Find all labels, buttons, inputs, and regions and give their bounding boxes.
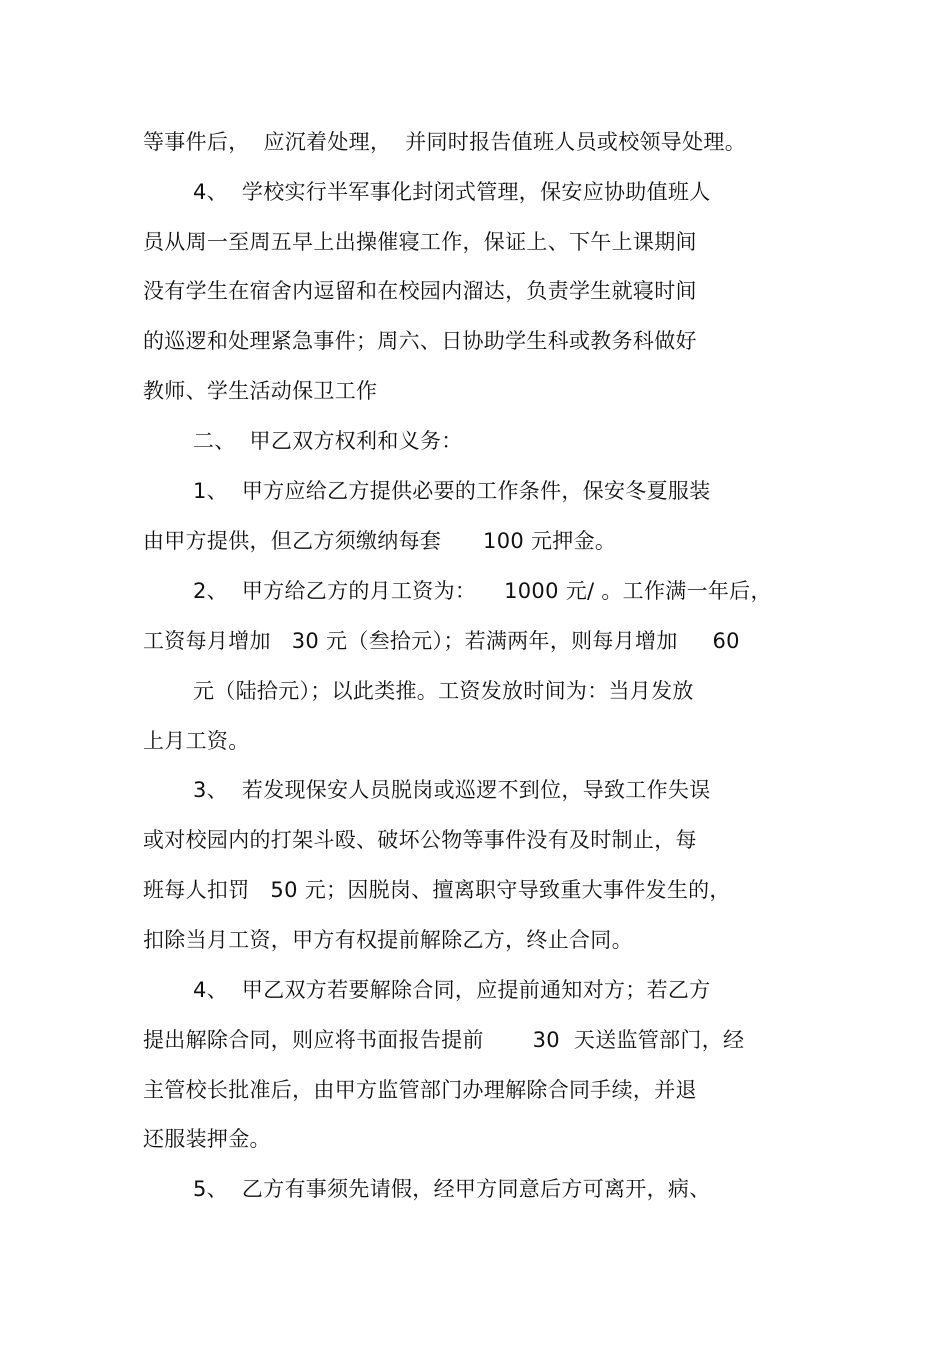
text-line: 4、 甲乙双方若要解除合同，应提前通知对方；若乙方 bbox=[193, 978, 711, 1002]
text-line: 上月工资。 bbox=[143, 729, 250, 753]
text-line: 员从周一至周五早上出操催寝工作，保证上、下午上课期间 bbox=[143, 230, 697, 254]
text-line: 或对校园内的打架斗殴、破坏公物等事件没有及时制止，每 bbox=[143, 828, 697, 852]
text-line: 4、 学校实行半军事化封闭式管理，保安应协助值班人 bbox=[193, 180, 711, 204]
text-line: 等事件后， 应沉着处理， 并同时报告值班人员或校领导处理。 bbox=[143, 130, 746, 154]
text-line: 由甲方提供，但乙方须缴纳每套 100 元押金。 bbox=[143, 529, 617, 553]
text-line: 工资每月增加 30 元（叁拾元）；若满两年，则每月增加 60 bbox=[143, 629, 740, 653]
text-line: 提出解除合同，则应将书面报告提前 30 天送监管部门，经 bbox=[143, 1028, 745, 1052]
text-line: 主管校长批准后，由甲方监管部门办理解除合同手续，并退 bbox=[143, 1078, 697, 1102]
text-line: 班每人扣罚 50 元；因脱岗、擅离职守导致重大事件发生的， bbox=[143, 878, 731, 902]
text-line: 2、 甲方给乙方的月工资为： 1000 元/ 。工作满一年后， bbox=[193, 579, 772, 603]
text-line: 5、 乙方有事须先请假，经甲方同意后方可离开，病、 bbox=[193, 1177, 711, 1201]
text-line: 扣除当月工资，甲方有权提前解除乙方，终止合同。 bbox=[143, 928, 633, 952]
text-line: 没有学生在宿舍内逗留和在校园内溜达，负责学生就寝时间 bbox=[143, 279, 697, 303]
text-line: 3、 若发现保安人员脱岗或巡逻不到位，导致工作失误 bbox=[193, 778, 711, 802]
text-line: 元（陆拾元）；以此类推。工资发放时间为：当月发放 bbox=[193, 679, 694, 703]
text-line: 还服装押金。 bbox=[143, 1127, 271, 1151]
text-line: 教师、学生活动保卫工作 bbox=[143, 379, 378, 403]
text-line: 的巡逻和处理紧急事件；周六、日协助学生科或教务科做好 bbox=[143, 329, 697, 353]
text-line: 1、 甲方应给乙方提供必要的工作条件，保安冬夏服装 bbox=[193, 479, 711, 503]
section-heading: 二、 甲乙双方权利和义务： bbox=[193, 429, 463, 453]
